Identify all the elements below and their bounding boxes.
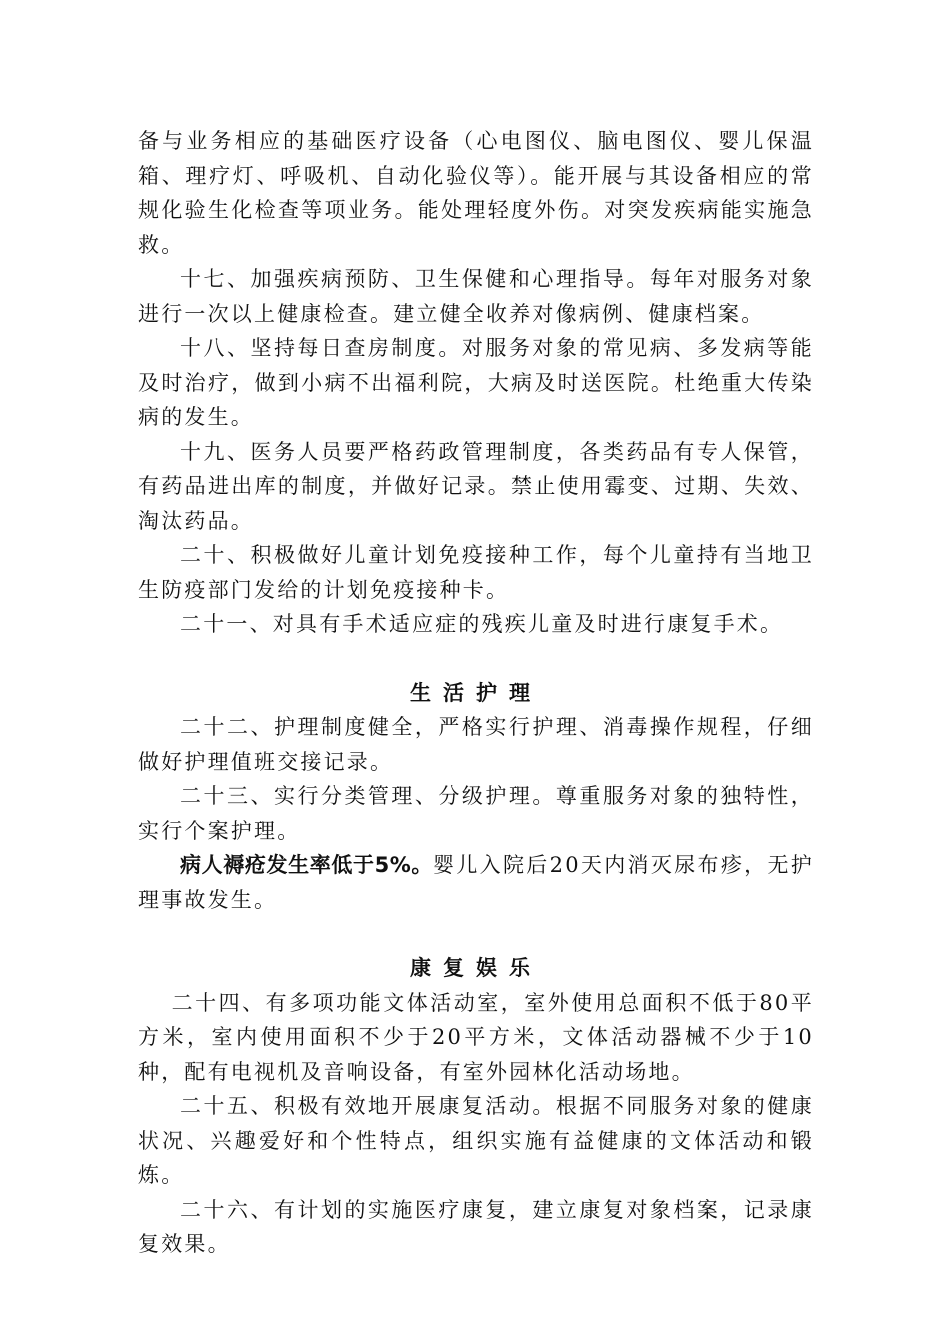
paragraph-18: 十八、坚持每日查房制度。对服务对象的常见病、多发病等能及时治疗，做到小病不出福利院，大病及时送医院。杜绝重大传染病的发生。	[138, 336, 814, 429]
paragraph-23: 二十三、实行分类管理、分级护理。尊重服务对象的独特性，实行个案护理。	[138, 784, 814, 843]
paragraph-intro: 备与业务相应的基础医疗设备（心电图仪、脑电图仪、婴儿保温箱、理疗灯、呼吸机、自动化验仪等）。能开展与其设备相应的常规化验生化检查等项业务。能处理轻度外伤。对突发疾病能实施急救。	[138, 129, 814, 257]
bedsore-rate-text: 病人褥疮发生率低于5%。	[180, 853, 434, 877]
paragraph-26: 二十六、有计划的实施医疗康复，建立康复对象档案，记录康复效果。	[138, 1197, 814, 1256]
paragraph-25: 二十五、积极有效地开展康复活动。根据不同服务对象的健康状况、兴趣爱好和个性特点，组织实施有益健康的文体活动和锻炼。	[138, 1094, 814, 1187]
paragraph-24: 二十四、有多项功能文体活动室，室外使用总面积不低于80平方米，室内使用面积不少于20平方米，文体活动器械不少于10种，配有电视机及音响设备，有室外园林化活动场地。	[138, 990, 814, 1084]
document-body	[138, 124, 814, 1262]
paragraph-19: 十九、医务人员要严格药政管理制度，各类药品有专人保管，有药品进出库的制度，并做好记录。禁止使用霉变、过期、失效、淘汰药品。	[138, 439, 814, 533]
diaper-rash-text: 婴儿入院后20天内消灭尿布疹，无护理事故发生。	[138, 853, 814, 912]
paragraph-17: 十七、加强疾病预防、卫生保健和心理指导。每年对服务对象进行一次以上健康检查。建立健全收养对像病例、健康档案。	[138, 267, 814, 326]
paragraph-22: 二十二、护理制度健全，严格实行护理、消毒操作规程，仔细做好护理值班交接记录。	[138, 715, 814, 774]
paragraph-bedsore	[138, 848, 814, 917]
paragraph-21: 二十一、对具有手术适应症的残疾儿童及时进行康复手术。	[180, 612, 784, 636]
section-heading-rehab-recreation: 康复娱乐	[410, 955, 542, 980]
section-heading-life-care: 生活护理	[410, 679, 542, 705]
paragraph-20: 二十、积极做好儿童计划免疫接种工作，每个儿童持有当地卫生防疫部门发给的计划免疫接种卡。	[138, 543, 814, 602]
